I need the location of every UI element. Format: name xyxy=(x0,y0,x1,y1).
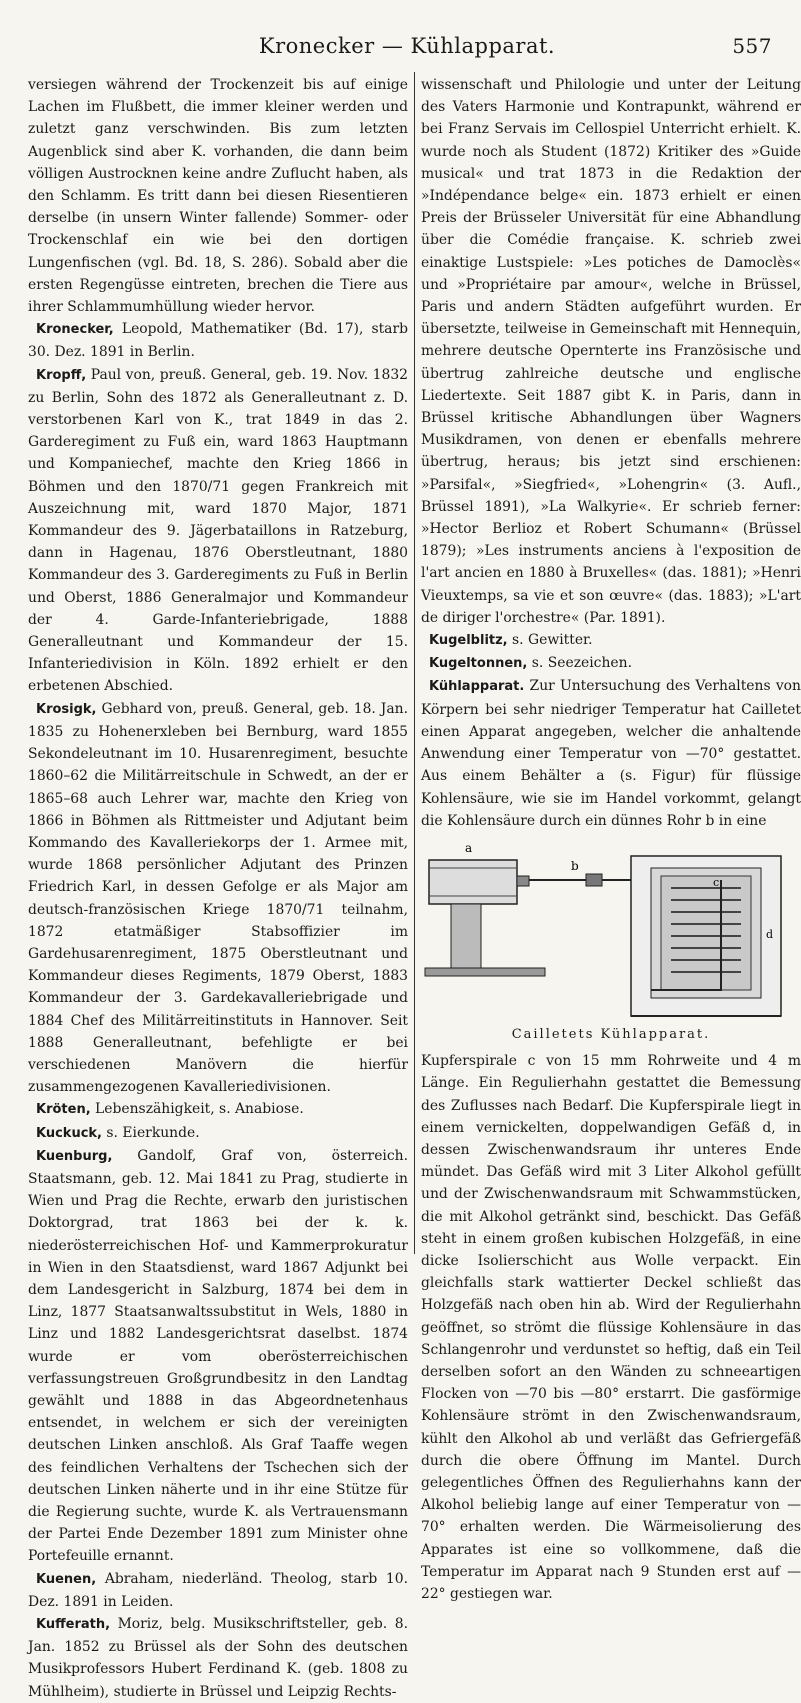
entry-text: wissenschaft und Philologie und unter der Leitung des Vaters Harmonie und Kontrapunkt, während er bei Franz Servais im Cellospiel Unterricht erhielt. K. wurde noch als Student (1872) Kritiker des »Guide musical« und trat 1873 in die Redaktion der »Indépendance belge« ein. 1873 erhielt er einen Preis der Brüsseler Universität für eine Abhandlung über die Comédie française. K. schrieb zwei einaktige Lustspiele: »Les potiches de Damoclès« und »Propriétaire par amour«, welche in Brüssel, Paris und andern Städten aufgeführt wurden. Er übersetzte, teilweise in Gemeinschaft mit Hennequin, mehrere deutsche Opernterte ins Französische und übertrug zahlreiche deutsche und englische Liedertexte. Seit 1887 gibt K. in Paris, dann in Brüssel kritische Abhandlungen über Wagners Musikdramen, von denen er ebenfalls mehrere übertrug, heraus; bis jetzt sind erschienen: »Parsifal«, »Siegfried«, »Lohengrin« (3. Aufl., Brüssel 1891), »La Walkyrie«. Er schrieb ferner: »Hector Berlioz et Robert Schumann« (Brüssel 1879); »Les instruments anciens à l'exposition de l'art ancien en 1880 à Bruxelles« (das. 1881); »Henri Vieuxtemps, sa vie et son œuvre« (das. 1883); »L'art de diriger l'orchestre« (Par. 1891). xyxy=(421,77,801,626)
entry-text: Leopold, Mathematiker (Bd. 17), starb 30. Dez. 1891 in Berlin. xyxy=(28,321,408,361)
entry-headword: Krosigk, xyxy=(36,701,97,717)
label-c: c xyxy=(713,875,720,889)
right-column-bottom xyxy=(421,1050,801,1605)
entry-kuehlapparat xyxy=(421,675,801,831)
entry-kropff xyxy=(28,364,408,698)
entry-headword: Kuenen, xyxy=(36,1571,97,1587)
entry-kuenburg xyxy=(28,1145,408,1568)
entry-kuenen xyxy=(28,1568,408,1613)
entry-headword: Kronecker, xyxy=(36,322,114,338)
entry-kugeltonnen xyxy=(421,652,801,675)
entry-text: Gandolf, Graf von, österreich. Staatsmann, geb. 12. Mai 1841 zu Prag, studierte in Wien und Prag die Rechte, erwarb den juristischen Doktorgrad, trat 1863 bei der k. k. niederösterreichischen Hof- und Kammerprokuratur in Wien in den Staatsdienst, ward 1867 Adjunkt bei dem Landesgericht in Salzburg, 1874 bei dem in Linz, 1877 Staatsanwaltssubstitut in Wels, 1880 in Linz und 1882 Landesgerichtsrat daselbst. 1874 wurde er vom oberösterreichischen verfassungstreuen Großgrundbesitz in den Landtag gewählt und 1888 in das Abgeordnetenhaus entsendet, in welchem er sich der vereinigten deutschen Linken anschloß. Als Graf Taaffe wegen des feindlichen Verhaltens der Tschechen sich der deutschen Linken näherte und in ihr eine Stütze für die Regierung suchte, wurde K. als Vertrauensmann der Partei Ende Dezember 1891 zum Minister ohne Portefeuille ernannt. xyxy=(28,1147,408,1565)
entry-headword: Kühlapparat. xyxy=(429,679,525,695)
figure-caption: Cailletets Kühlapparat. xyxy=(511,1026,711,1042)
entry-text: Abraham, niederländ. Theolog, starb 10. Dez. 1891 in Leiden. xyxy=(28,1570,408,1610)
entry-kuehl-cont xyxy=(421,1050,801,1605)
column-divider xyxy=(414,72,415,1254)
right-column-top xyxy=(421,74,801,832)
entry-text: Lebenszähigkeit, s. Anabiose. xyxy=(90,1101,304,1118)
entry-cont xyxy=(28,74,408,318)
figure-cailletet-apparatus xyxy=(421,838,801,1022)
page-number: 557 xyxy=(732,34,772,58)
running-head xyxy=(28,34,786,62)
entry-headword: Kufferath, xyxy=(36,1617,111,1633)
entry-text: Gebhard von, preuß. General, geb. 18. Jan. 1835 zu Hohenerxleben bei Bernburg, ward 1855 Sekondeleutnant im 10. Husarenregiment, besuchte 1860–62 die Militärreitschule in Schwedt, an der er 1865–68 auch Lehrer war, machte den Krieg von 1866 in Böhmen als Rittmeister und Adjutant beim Kommando des Kavalleriekorps der 1. Armee mit, wurde 1868 persönlicher Adjutant des Prinzen Friedrich Karl, in dessen Gefolge er als Major am deutsch-französischen Kriege 1870/71 teilnahm, 1872 etatmäßiger Stabsoffizier im Gardehusarenregiment, 1875 Oberstleutnant und Kommandeur dieses Regiments, 1879 Oberst, 1883 Kommandeur der 3. Gardekavalleriebrigade und 1884 Chef des Militärreitinstituts in Hannover. Seit 1888 Generalleutnant, befehligte er bei verschiedenen Manövern die hierfür zusammengezogenen Kavalleriedivisionen. xyxy=(28,700,408,1096)
entry-text: Kupferspirale c von 15 mm Rohrweite und 4 m Länge. Ein Regulierhahn gestattet die Bemessung des Zuflusses nach Bedarf. Die Kupferspirale liegt in einem vernickelten, doppelwandigen Gefäß d, in dessen Zwischenwandsraum ihr unteres Ende mündet. Das Gefäß wird mit 3 Liter Alkohol gefüllt und der Zwischenwandsraum mit Schwammstücken, die mit Alkohol getränkt sind, beschickt. Das Gefäß steht in einem großen kubischen Holzgefäß, in eine dicke Isolierschicht aus Wolle verpackt. Ein gleichfalls stark wattierter Deckel schließt das Holzgefäß nach oben hin ab. Wird der Regulierhahn geöffnet, so strömt die flüssige Kohlensäure in das Schlangenrohr und verdunstet so heftig, daß ein Teil derselben sofort an den Wänden zu schneeartigen Flocken von —70 bis —80° erstarrt. Die gasförmige Kohlensäure strömt in den Zwischenwandsraum, kühlt den Alkohol ab und verläßt das Gefriergefäß durch die obere Öffnung im Mantel. Durch gelegentliches Öffnen des Regulierhahns kann der Alkohol beliebig lange auf einer Temperatur von —70° erhalten werden. Die Wärmeisolierung des Apparates ist eine so vollkommene, daß die Temperatur im Apparat nach 9 Stunden erst auf —22° gestiegen war. xyxy=(421,1053,801,1602)
entry-text: s. Seezeichen. xyxy=(527,655,632,672)
entry-kugelblitz xyxy=(421,629,801,652)
entry-text: s. Gewitter. xyxy=(507,632,593,649)
entry-kufferath-cont xyxy=(421,74,801,629)
entry-text: versiegen während der Trockenzeit bis auf einige Lachen im Flußbett, die immer kleiner werden und zuletzt ganz verschwinden. Bis zum letzten Augenblick sind aber K. vorhanden, die dann beim völligen Austrocknen keine andre Zuflucht haben, als den Schlamm. Es tritt dann bei diesen Riesentieren derselbe (in unsern Winter fallende) Sommer- oder Trockenschlaf ein wie bei den dortigen Lungenfischen (vgl. Bd. 18, S. 286). Sobald aber die ersten Regengüsse eintreten, brechen die Tiere aus ihrer Schlammumhüllung wieder hervor. xyxy=(28,77,408,316)
entry-headword: Kugeltonnen, xyxy=(429,656,528,672)
left-column xyxy=(28,74,408,1700)
entry-kufferath xyxy=(28,1613,408,1703)
entry-kroeten xyxy=(28,1098,408,1121)
entry-krosigk xyxy=(28,698,408,1099)
container-stand xyxy=(451,904,481,968)
entry-text: Zur Untersuchung des Verhaltens von Körpern bei sehr niedriger Temperatur hat Cailletet einen Apparat angegeben, welcher die anhaltende Anwendung einer Temperatur von —70° gestattet. Aus einem Behälter a (s. Figur) für flüssige Kohlensäure, wie sie im Handel vorkommt, gelangt die Kohlensäure durch ein dünnes Rohr b in eine xyxy=(421,678,801,829)
entry-kuckuck xyxy=(28,1122,408,1145)
label-a: a xyxy=(465,840,473,855)
entry-headword: Kropff, xyxy=(36,367,87,383)
apparatus-illustration xyxy=(421,838,801,1022)
entry-headword: Kröten, xyxy=(36,1102,91,1118)
entry-text: Moriz, belg. Musikschriftsteller, geb. 8. Jan. 1852 zu Brüssel als der Sohn des deutschen Musikprofessors Hubert Ferdinand K. (geb. 1808 zu Mühlheim), studierte in Brüssel und Leipzig Rechts- xyxy=(28,1616,408,1700)
container-a xyxy=(429,860,517,904)
entry-kronecker xyxy=(28,318,408,363)
entry-text: s. Eierkunde. xyxy=(102,1124,200,1141)
running-head-title: Kronecker — Kühlapparat. xyxy=(258,34,556,58)
entry-headword: Kuenburg, xyxy=(36,1148,113,1164)
entry-text: Paul von, preuß. General, geb. 19. Nov. 1832 zu Berlin, Sohn des 1872 als Generalleutnant z. D. verstorbenen Karl von K., trat 1849 in das 2. Garderegiment zu Fuß ein, ward 1863 Hauptmann und Kompaniechef, machte den Krieg 1866 in Böhmen und den 1870/71 gegen Frankreich mit Auszeichnung mit, ward 1870 Major, 1871 Kommandeur des 9. Jägerbataillons in Ratzeburg, dann in Hagenau, 1876 Oberstleutnant, 1880 Kommandeur des 3. Garderegiments zu Fuß in Berlin und Oberst, 1886 Generalmajor und Kommandeur der 4. Garde-Infanteriebrigade, 1888 Generalleutnant und Kommandeur der 15. Infanteriedivision in Köln. 1892 erhielt er den erbetenen Abschied. xyxy=(28,366,408,695)
entry-headword: Kugelblitz, xyxy=(429,633,508,649)
label-b: b xyxy=(571,858,579,873)
right-column xyxy=(421,74,801,1602)
label-d: d xyxy=(766,927,774,941)
regulator-valve xyxy=(586,874,602,886)
entry-headword: Kuckuck, xyxy=(36,1125,102,1141)
